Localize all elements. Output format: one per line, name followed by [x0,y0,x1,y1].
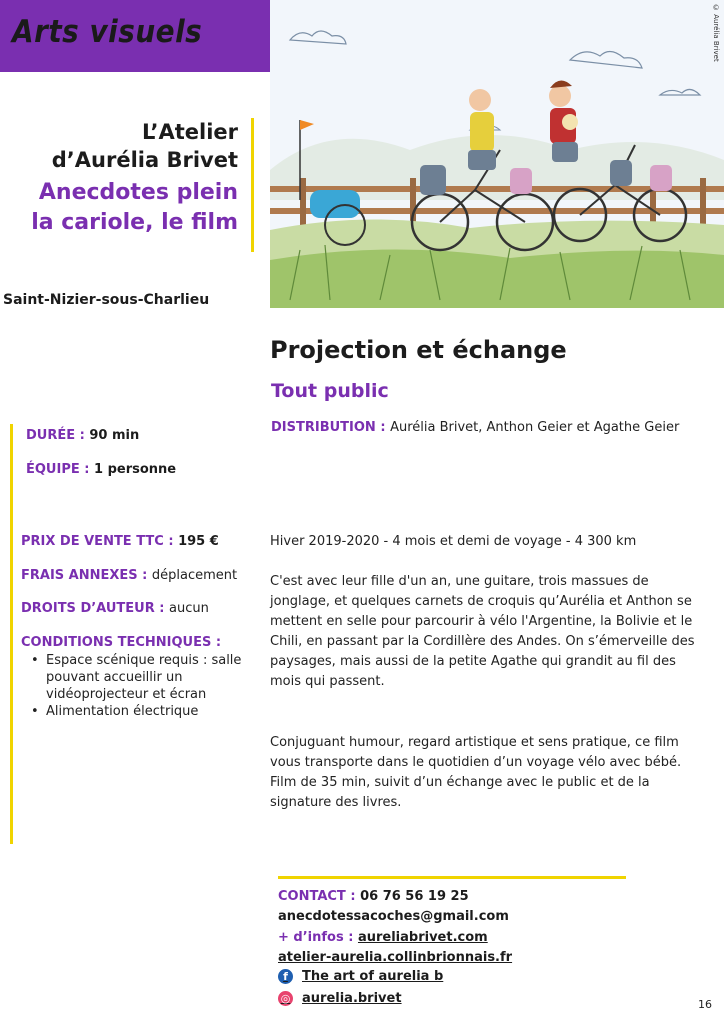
instagram-icon: ◎ [278,991,293,1006]
contact-infos-line: + d’infos : aureliabrivet.com [278,930,488,945]
spec-conditions-label: CONDITIONS TECHNIQUES : [21,635,222,650]
distribution: DISTRIBUTION : Aurélia Brivet, Anthon Geier et Agathe Geier [271,420,680,435]
website-link-2[interactable]: atelier-aurelia.collinbrionnais.fr [278,950,513,965]
contact-email[interactable]: anecdotessacoches@gmail.com [278,909,509,924]
company-name-line2: d’Aurélia Brivet [51,148,238,172]
specs-accent-bar [10,424,13,844]
contact-phone-line: CONTACT : 06 76 56 19 25 [278,889,469,904]
title-accent-bar [251,118,254,252]
facebook-icon: f [278,969,293,984]
list-item: • Espace scénique requis : salle pouvant accueillir un vidéoprojecteur et écran [28,652,248,703]
show-title-line2: la cariole, le film [31,210,238,235]
cyclists-illustration [270,0,724,308]
trip-summary: Hiver 2019-2020 - 4 mois et demi de voyage - 4 300 km [270,534,637,549]
website-link-1[interactable]: aureliabrivet.com [357,930,488,945]
audience-label: Tout public [271,380,389,402]
description-paragraph-1: C'est avec leur fille d'un an, une guitare, trois massues de jonglage, et quelques carnets de croquis qu’Aurélia et Anthon se mettent en selle pour parcourir à vélo l'Argentine, la Bolivie et le Chili, en passant par la Cordillère des Andes. On s’émerveille des paysages, mais aussi de la petite Agathe qui grandit au fil des mois qui passent. [270,574,695,689]
spec-equipe: ÉQUIPE : 1 personne [26,462,177,477]
event-title: Projection et échange [270,336,567,364]
list-item: • Alimentation électrique [28,703,248,720]
phone-number[interactable]: 06 76 56 19 25 [360,889,469,904]
conditions-list [28,652,248,720]
description-paragraph-2: Conjuguant humour, regard artistique et sens pratique, ce film vous transporte dans le quotidien d’un voyage vélo avec bébé. Film de 35 min, suivit d’un échange avec le public et de la signature des livres. [270,735,682,810]
spec-prix: PRIX DE VENTE TTC : 195 € [21,534,219,549]
show-title-line1: Anecdotes plein [38,180,238,205]
location: Saint-Nizier-sous-Charlieu [3,292,210,308]
image-credit: © Aurélia Brivet [712,4,720,62]
category-title: Arts visuels [12,14,203,50]
spec-droits: DROITS D’AUTEUR : aucun [21,601,209,616]
spec-frais: FRAIS ANNEXES : déplacement [21,568,238,583]
instagram-link[interactable]: ◎ aurelia.brivet [278,991,402,1006]
distribution-label: DISTRIBUTION [271,420,376,435]
company-name-line1: L’Atelier [141,120,238,144]
contact-accent-bar [278,876,626,879]
facebook-link[interactable]: f The art of aurelia b [278,969,443,984]
category-banner [0,0,270,72]
distribution-value: Aurélia Brivet, Anthon Geier et Agathe Geier [390,420,680,435]
page-number: 16 [698,998,712,1011]
spec-duree: DURÉE : 90 min [26,428,140,443]
hero-illustration [270,0,724,308]
show-heading [31,118,238,238]
